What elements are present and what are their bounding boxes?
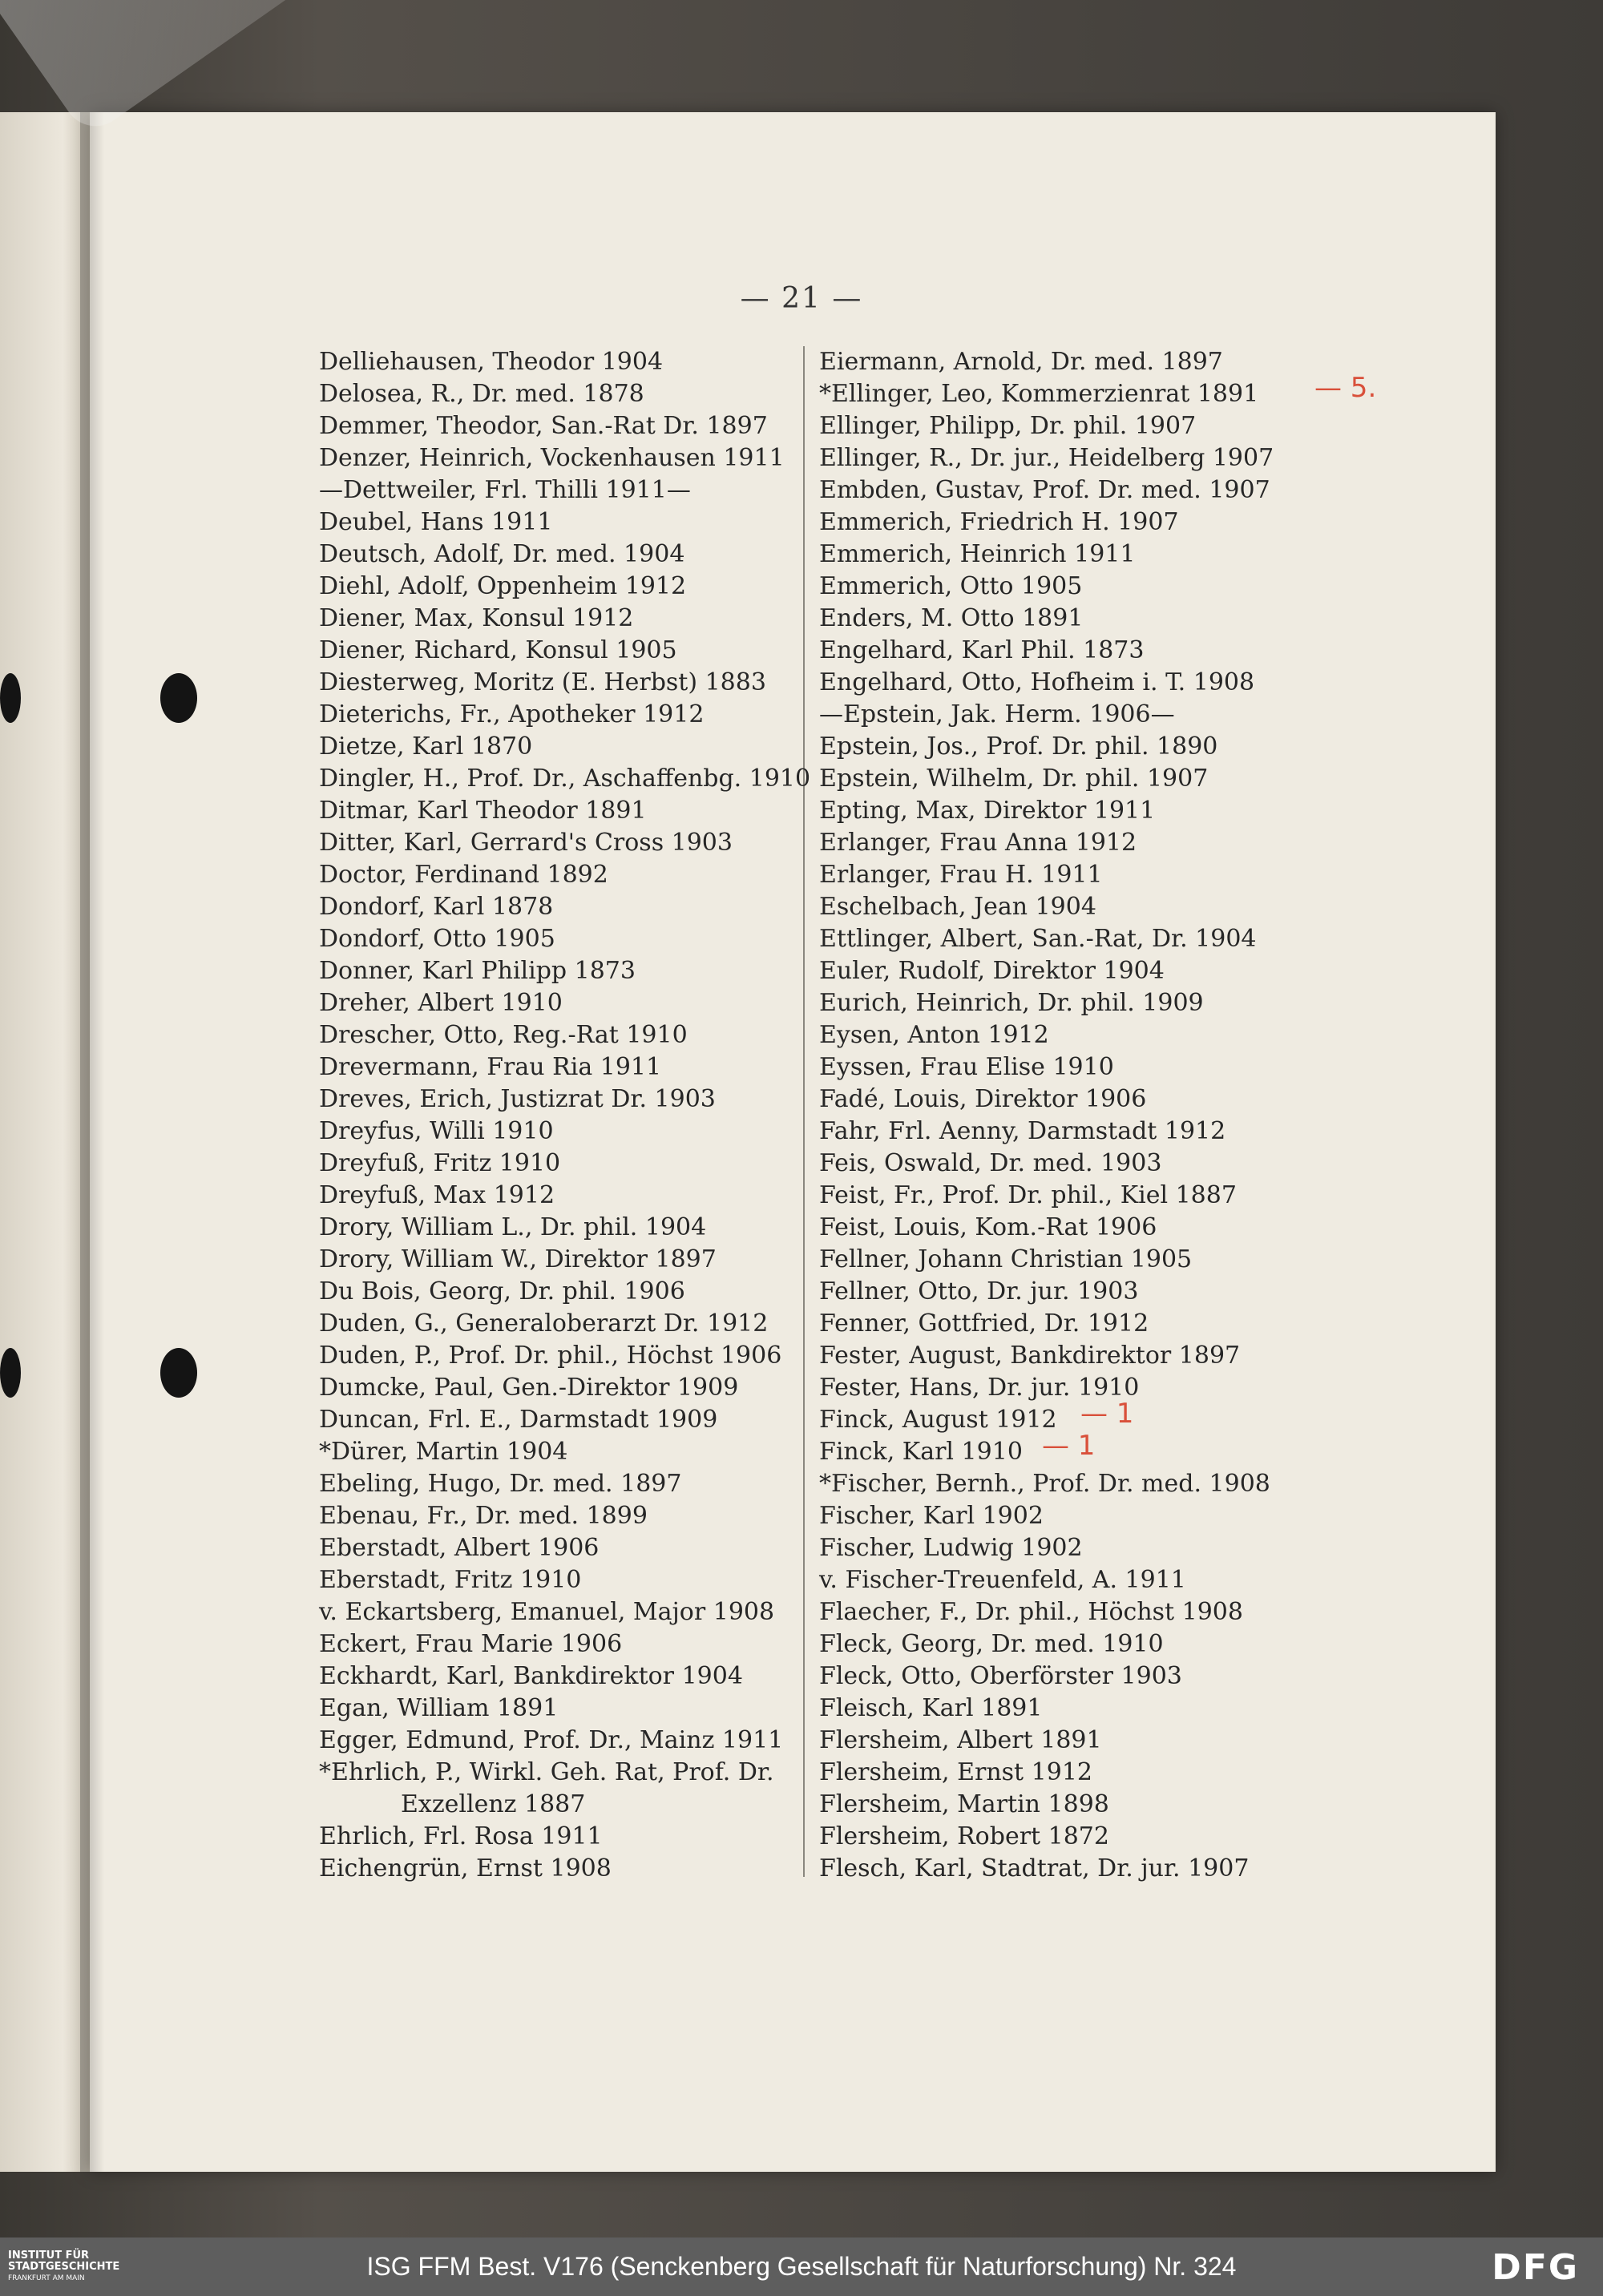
entry-row: Drevermann, Frau Ria 1911 <box>319 1053 662 1081</box>
entry-row: Eckert, Frau Marie 1906 <box>319 1630 623 1658</box>
entry-row: Ellinger, R., Dr. jur., Heidelberg 1907 <box>819 444 1274 472</box>
right-column <box>819 346 1274 1885</box>
entry-row: Emmerich, Friedrich H. 1907 <box>819 508 1179 536</box>
footer-bar <box>0 2237 1603 2296</box>
entry-row: Egan, William 1891 <box>319 1694 559 1722</box>
entry-row: Eschelbach, Jean 1904 <box>819 893 1096 921</box>
institution-line1: INSTITUT FÜR <box>8 2250 90 2262</box>
entry-row: Donner, Karl Philipp 1873 <box>319 957 636 985</box>
entry-row: Eckhardt, Karl, Bankdirektor 1904 <box>319 1662 743 1690</box>
entry-row: Dumcke, Paul, Gen.-Direktor 1909 <box>319 1374 739 1402</box>
entry-row: Ditmar, Karl Theodor 1891 <box>319 797 647 825</box>
entry-row: Fadé, Louis, Direktor 1906 <box>819 1085 1147 1113</box>
entry-row: Fenner, Gottfried, Dr. 1912 <box>819 1309 1149 1338</box>
entry-row: Dondorf, Otto 1905 <box>319 925 555 953</box>
entry-row: Drescher, Otto, Reg.-Rat 1910 <box>319 1021 688 1049</box>
entry-row: Dreher, Albert 1910 <box>319 989 563 1017</box>
entry-row: Duden, G., Generaloberarzt Dr. 1912 <box>319 1309 769 1338</box>
entry-row: —Dettweiler, Frl. Thilli 1911— <box>319 476 691 504</box>
entry-row: v. Eckartsberg, Emanuel, Major 1908 <box>319 1598 775 1626</box>
left-column <box>319 346 810 1885</box>
entry-row: Euler, Rudolf, Direktor 1904 <box>819 957 1165 985</box>
entry-row: —Epstein, Jak. Herm. 1906— <box>819 700 1175 728</box>
entry-row: Eiermann, Arnold, Dr. med. 1897 <box>819 348 1223 376</box>
entry-row: Diehl, Adolf, Oppenheim 1912 <box>319 572 687 600</box>
entry-row: Fester, Hans, Dr. jur. 1910 <box>819 1374 1140 1402</box>
entry-row: Fahr, Frl. Aenny, Darmstadt 1912 <box>819 1117 1226 1145</box>
punch-hole <box>0 673 21 723</box>
entry-row: Delliehausen, Theodor 1904 <box>319 348 664 376</box>
entry-row: Feis, Oswald, Dr. med. 1903 <box>819 1149 1162 1177</box>
entry-row: Doctor, Ferdinand 1892 <box>319 861 608 889</box>
entry-row: Fleck, Otto, Oberförster 1903 <box>819 1662 1182 1690</box>
entry-row: Drory, William L., Dr. phil. 1904 <box>319 1213 707 1241</box>
entry-row: *Dürer, Martin 1904 <box>319 1438 568 1466</box>
entry-row: v. Fischer-Treuenfeld, A. 1911 <box>819 1566 1186 1594</box>
handwritten-mark-finck-august: — 1 <box>1080 1398 1134 1430</box>
entry-row: Fischer, Ludwig 1902 <box>819 1534 1083 1562</box>
punch-hole <box>160 673 197 723</box>
entry-row: Eberstadt, Albert 1906 <box>319 1534 600 1562</box>
entry-row: Flersheim, Robert 1872 <box>819 1822 1109 1850</box>
dfg-logo: DFG <box>1492 2247 1579 2288</box>
entry-row: Ettlinger, Albert, San.-Rat, Dr. 1904 <box>819 925 1257 953</box>
entry-row: Finck, Karl 1910 <box>819 1438 1023 1466</box>
entry-row: Flersheim, Albert 1891 <box>819 1726 1102 1754</box>
institution-line2: STADTGESCHICHTE <box>8 2261 120 2273</box>
entry-row: Deutsch, Adolf, Dr. med. 1904 <box>319 540 685 568</box>
entry-row: Feist, Fr., Prof. Dr. phil., Kiel 1887 <box>819 1181 1237 1209</box>
entry-row: Emmerich, Otto 1905 <box>819 572 1083 600</box>
entry-row: Flesch, Karl, Stadtrat, Dr. jur. 1907 <box>819 1854 1250 1882</box>
entry-row: Flersheim, Ernst 1912 <box>819 1758 1092 1786</box>
entry-row: Fleck, Georg, Dr. med. 1910 <box>819 1630 1164 1658</box>
entry-row: Diener, Richard, Konsul 1905 <box>319 636 677 664</box>
entry-row: Dieterichs, Fr., Apotheker 1912 <box>319 700 705 728</box>
entry-row: Duden, P., Prof. Dr. phil., Höchst 1906 <box>319 1342 782 1370</box>
entry-row: Epting, Max, Direktor 1911 <box>819 797 1156 825</box>
entry-row: Dondorf, Karl 1878 <box>319 893 554 921</box>
entry-row: *Ellinger, Leo, Kommerzienrat 1891 <box>819 380 1259 408</box>
entry-row: Deubel, Hans 1911 <box>319 508 553 536</box>
entry-row: Eichengrün, Ernst 1908 <box>319 1854 612 1882</box>
institution-line3: FRANKFURT AM MAIN <box>8 2274 85 2282</box>
entry-row: Enders, M. Otto 1891 <box>819 604 1084 632</box>
entry-row: Eyssen, Frau Elise 1910 <box>819 1053 1114 1081</box>
handwritten-mark-finck-karl: — 1 <box>1042 1430 1096 1462</box>
gutter-shadow <box>80 112 104 2172</box>
entry-row: Diesterweg, Moritz (E. Herbst) 1883 <box>319 668 766 696</box>
entry-row: Egger, Edmund, Prof. Dr., Mainz 1911 <box>319 1726 784 1754</box>
punch-hole <box>0 1348 21 1398</box>
entry-row: Diener, Max, Konsul 1912 <box>319 604 634 632</box>
archive-caption: ISG FFM Best. V176 (Senckenberg Gesellschaft für Naturforschung) Nr. 324 <box>366 2252 1237 2281</box>
entry-row: Dreyfus, Willi 1910 <box>319 1117 554 1145</box>
entry-row: Dreyfuß, Max 1912 <box>319 1181 555 1209</box>
entry-row: Emmerich, Heinrich 1911 <box>819 540 1136 568</box>
entry-row: Engelhard, Karl Phil. 1873 <box>819 636 1145 664</box>
entry-row: Duncan, Frl. E., Darmstadt 1909 <box>319 1406 718 1434</box>
entry-row: Eurich, Heinrich, Dr. phil. 1909 <box>819 989 1204 1017</box>
entry-row: Erlanger, Frau H. 1911 <box>819 861 1103 889</box>
entry-row: Dreyfuß, Fritz 1910 <box>319 1149 561 1177</box>
entry-row: *Fischer, Bernh., Prof. Dr. med. 1908 <box>819 1470 1270 1498</box>
entry-row: Dreves, Erich, Justizrat Dr. 1903 <box>319 1085 716 1113</box>
entry-row: Feist, Louis, Kom.-Rat 1906 <box>819 1213 1157 1241</box>
entry-row: Ebenau, Fr., Dr. med. 1899 <box>319 1502 648 1530</box>
entry-row: Engelhard, Otto, Hofheim i. T. 1908 <box>819 668 1255 696</box>
entry-row: Flaecher, F., Dr. phil., Höchst 1908 <box>819 1598 1243 1626</box>
entry-row: Eysen, Anton 1912 <box>819 1021 1049 1049</box>
entry-row: Fellner, Johann Christian 1905 <box>819 1245 1193 1273</box>
entry-row: Demmer, Theodor, San.-Rat Dr. 1897 <box>319 412 768 440</box>
entry-row: Fellner, Otto, Dr. jur. 1903 <box>819 1277 1139 1305</box>
entry-row: Delosea, R., Dr. med. 1878 <box>319 380 644 408</box>
entry-row: Epstein, Wilhelm, Dr. phil. 1907 <box>819 765 1209 793</box>
entry-row: Denzer, Heinrich, Vockenhausen 1911 <box>319 444 785 472</box>
page-number: — 21 — <box>740 282 863 315</box>
entry-row: Du Bois, Georg, Dr. phil. 1906 <box>319 1277 685 1305</box>
entry-row: *Ehrlich, P., Wirkl. Geh. Rat, Prof. Dr. <box>319 1758 774 1786</box>
entry-row: Epstein, Jos., Prof. Dr. phil. 1890 <box>819 732 1218 761</box>
entry-row: Finck, August 1912 <box>819 1406 1057 1434</box>
entry-row: Erlanger, Frau Anna 1912 <box>819 829 1137 857</box>
entry-row: Ebeling, Hugo, Dr. med. 1897 <box>319 1470 682 1498</box>
left-page-edge <box>0 112 90 2172</box>
entry-row: Eberstadt, Fritz 1910 <box>319 1566 582 1594</box>
entry-row: Fischer, Karl 1902 <box>819 1502 1044 1530</box>
entry-row: Dietze, Karl 1870 <box>319 732 533 761</box>
entry-row: Flersheim, Martin 1898 <box>819 1790 1109 1818</box>
entry-row: Fleisch, Karl 1891 <box>819 1694 1043 1722</box>
entry-row: Dingler, H., Prof. Dr., Aschaffenbg. 1910 <box>319 765 811 793</box>
entry-row: Embden, Gustav, Prof. Dr. med. 1907 <box>819 476 1270 504</box>
entry-row: Exzellenz 1887 <box>401 1790 586 1818</box>
punch-hole <box>160 1348 197 1398</box>
entry-row: Fester, August, Bankdirektor 1897 <box>819 1342 1241 1370</box>
entry-row: Ellinger, Philipp, Dr. phil. 1907 <box>819 412 1197 440</box>
entry-row: Ditter, Karl, Gerrard's Cross 1903 <box>319 829 733 857</box>
entry-row: Ehrlich, Frl. Rosa 1911 <box>319 1822 603 1850</box>
handwritten-mark-ellinger: — 5. <box>1314 372 1377 404</box>
entry-row: Drory, William W., Direktor 1897 <box>319 1245 717 1273</box>
